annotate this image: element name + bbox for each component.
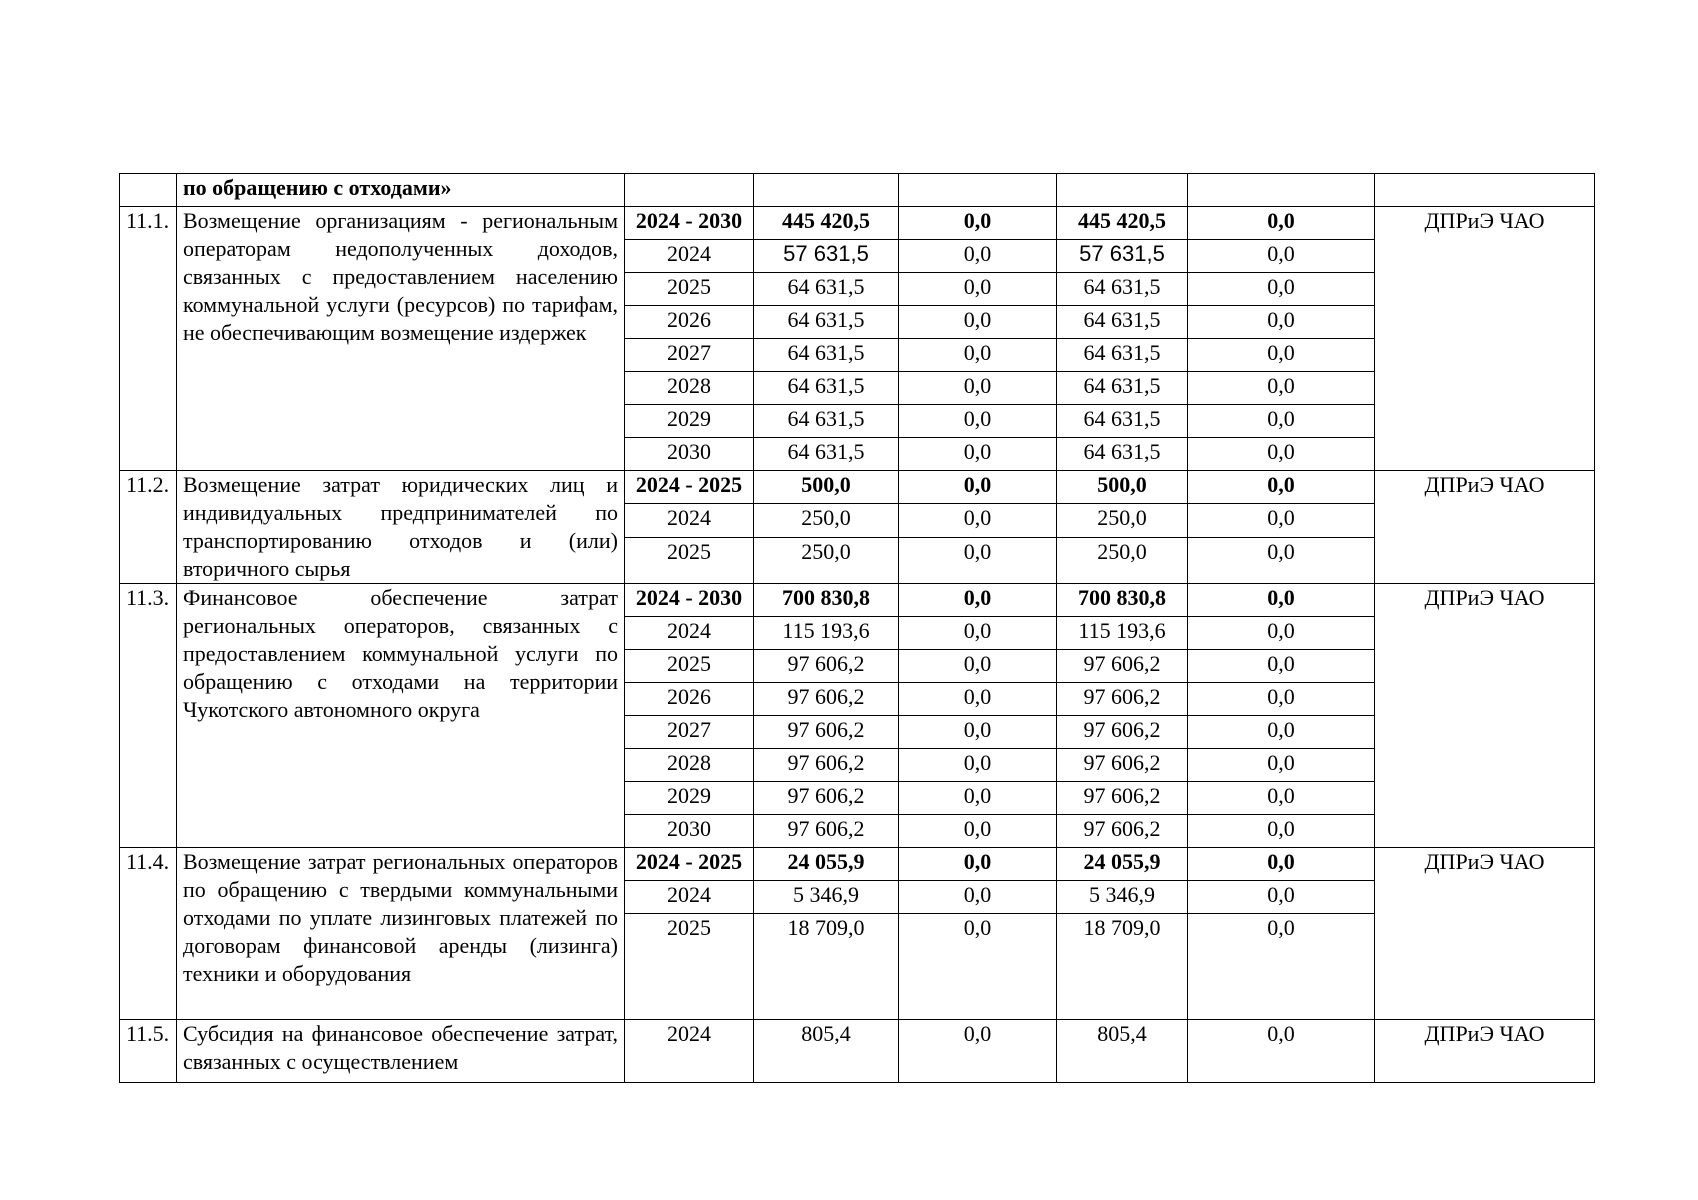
executor-cell <box>1375 174 1595 207</box>
period-cell: 2030 <box>625 815 754 848</box>
total-cell: 805,4 <box>754 1020 899 1083</box>
period-cell: 2024 <box>625 617 754 650</box>
other-sources-cell: 0,0 <box>1188 881 1375 914</box>
federal-budget-cell: 0,0 <box>899 848 1057 881</box>
regional-budget-cell: 57 631,5 <box>1057 240 1188 273</box>
federal-budget-cell: 0,0 <box>899 306 1057 339</box>
period-cell: 2027 <box>625 339 754 372</box>
total-cell: 97 606,2 <box>754 782 899 815</box>
number-cell <box>120 174 177 207</box>
total-cell: 64 631,5 <box>754 372 899 405</box>
regional-budget-cell: 97 606,2 <box>1057 716 1188 749</box>
federal-budget-cell: 0,0 <box>899 471 1057 504</box>
total-cell: 97 606,2 <box>754 716 899 749</box>
regional-budget-cell: 250,0 <box>1057 504 1188 537</box>
total-cell: 97 606,2 <box>754 815 899 848</box>
budget-table <box>119 173 1595 1083</box>
period-cell: 2029 <box>625 782 754 815</box>
period-cell: 2025 <box>625 537 754 583</box>
period-cell: 2024 <box>625 240 754 273</box>
federal-budget-cell: 0,0 <box>899 438 1057 471</box>
item-description: Возмещение затрат юридических лиц и индивидуальных предпринимателей по транспортированию отходов и (или) вторичного сырья <box>177 471 625 584</box>
federal-budget-cell: 0,0 <box>899 650 1057 683</box>
total-cell: 64 631,5 <box>754 306 899 339</box>
other-sources-cell: 0,0 <box>1188 749 1375 782</box>
period-cell: 2028 <box>625 749 754 782</box>
regional-budget-cell: 18 709,0 <box>1057 914 1188 1020</box>
period-cell: 2024 <box>625 1020 754 1083</box>
continuation-row <box>120 174 1595 207</box>
item-number: 11.1. <box>120 207 177 471</box>
period-cell: 2025 <box>625 650 754 683</box>
other-sources-cell: 0,0 <box>1188 782 1375 815</box>
period-cell: 2024 <box>625 504 754 537</box>
federal-budget-cell: 0,0 <box>899 537 1057 583</box>
federal-budget-cell: 0,0 <box>899 881 1057 914</box>
other-sources-cell: 0,0 <box>1188 471 1375 504</box>
federal-budget-cell: 0,0 <box>899 405 1057 438</box>
period-cell: 2025 <box>625 273 754 306</box>
other-sources-cell: 0,0 <box>1188 1020 1375 1083</box>
item-description: Субсидия на финансовое обеспечение затрат, связанных с осуществлением <box>177 1020 625 1083</box>
period-cell: 2026 <box>625 306 754 339</box>
other-sources-cell: 0,0 <box>1188 240 1375 273</box>
other-sources-cell: 0,0 <box>1188 306 1375 339</box>
regional-budget-cell: 97 606,2 <box>1057 683 1188 716</box>
total-cell: 500,0 <box>754 471 899 504</box>
other-sources-cell: 0,0 <box>1188 650 1375 683</box>
period-cell: 2024 <box>625 881 754 914</box>
federal-budget-cell: 0,0 <box>899 716 1057 749</box>
period-cell: 2030 <box>625 438 754 471</box>
other-sources-cell: 0,0 <box>1188 716 1375 749</box>
other-sources-cell: 0,0 <box>1188 405 1375 438</box>
total-cell: 700 830,8 <box>754 584 899 617</box>
federal-budget-cell: 0,0 <box>899 617 1057 650</box>
item-number: 11.5. <box>120 1020 177 1083</box>
federal-budget-cell: 0,0 <box>899 683 1057 716</box>
other-sources-cell: 0,0 <box>1188 207 1375 240</box>
other-sources-cell: 0,0 <box>1188 537 1375 583</box>
regional-budget-cell: 64 631,5 <box>1057 339 1188 372</box>
executor-cell: ДПРиЭ ЧАО <box>1375 471 1595 584</box>
total-cell: 57 631,5 <box>754 240 899 273</box>
total-cell: 24 055,9 <box>754 848 899 881</box>
regional-budget-cell: 97 606,2 <box>1057 749 1188 782</box>
regional-budget-cell: 500,0 <box>1057 471 1188 504</box>
federal-cell <box>899 174 1057 207</box>
total-cell: 5 346,9 <box>754 881 899 914</box>
regional-budget-cell: 64 631,5 <box>1057 306 1188 339</box>
other-sources-cell: 0,0 <box>1188 372 1375 405</box>
total-cell: 97 606,2 <box>754 650 899 683</box>
federal-budget-cell: 0,0 <box>899 240 1057 273</box>
executor-cell: ДПРиЭ ЧАО <box>1375 1020 1595 1083</box>
total-cell: 250,0 <box>754 537 899 583</box>
federal-budget-cell: 0,0 <box>899 914 1057 1020</box>
other-sources-cell: 0,0 <box>1188 339 1375 372</box>
other-sources-cell: 0,0 <box>1188 617 1375 650</box>
period-cell: 2024 - 2025 <box>625 848 754 881</box>
regional-budget-cell: 700 830,8 <box>1057 584 1188 617</box>
executor-cell: ДПРиЭ ЧАО <box>1375 848 1595 1020</box>
period-cell: 2025 <box>625 914 754 1020</box>
regional-budget-cell: 64 631,5 <box>1057 438 1188 471</box>
item-row <box>120 207 1595 240</box>
regional-budget-cell: 64 631,5 <box>1057 405 1188 438</box>
executor-cell: ДПРиЭ ЧАО <box>1375 207 1595 471</box>
regional-budget-cell: 805,4 <box>1057 1020 1188 1083</box>
executor-cell: ДПРиЭ ЧАО <box>1375 584 1595 848</box>
period-cell: 2028 <box>625 372 754 405</box>
other-sources-cell: 0,0 <box>1188 815 1375 848</box>
federal-budget-cell: 0,0 <box>899 1020 1057 1083</box>
federal-budget-cell: 0,0 <box>899 815 1057 848</box>
other-sources-cell: 0,0 <box>1188 273 1375 306</box>
item-row <box>120 848 1595 881</box>
item-number: 11.3. <box>120 584 177 848</box>
regional-budget-cell: 24 055,9 <box>1057 848 1188 881</box>
other-sources-cell: 0,0 <box>1188 683 1375 716</box>
period-cell: 2026 <box>625 683 754 716</box>
regional-budget-cell: 97 606,2 <box>1057 815 1188 848</box>
item-description: Возмещение затрат региональных операторов по обращению с твердыми коммунальными отходами по уплате лизинговых платежей по договорам финансовой аренды (лизинга) техники и оборудования <box>177 848 625 1020</box>
total-cell: 64 631,5 <box>754 339 899 372</box>
period-cell: 2024 - 2030 <box>625 207 754 240</box>
item-description: Финансовое обеспечение затрат региональных операторов, связанных с предоставлением коммунальной услуги по обращению с отходами на территории Чукотского автономного округа <box>177 584 625 848</box>
table-body <box>120 174 1595 1083</box>
regional-budget-cell: 97 606,2 <box>1057 650 1188 683</box>
item-description: Возмещение организациям - региональным операторам недополученных доходов, связанных с предоставлением населению коммунальной услуги (ресурсов) по тарифам, не обеспечивающим возмещение издержек <box>177 207 625 471</box>
other-sources-cell: 0,0 <box>1188 914 1375 1020</box>
regional-budget-cell: 115 193,6 <box>1057 617 1188 650</box>
federal-budget-cell: 0,0 <box>899 782 1057 815</box>
regional-cell <box>1057 174 1188 207</box>
total-cell: 445 420,5 <box>754 207 899 240</box>
federal-budget-cell: 0,0 <box>899 339 1057 372</box>
regional-budget-cell: 5 346,9 <box>1057 881 1188 914</box>
item-number: 11.2. <box>120 471 177 584</box>
item-row <box>120 584 1595 617</box>
item-number: 11.4. <box>120 848 177 1020</box>
other-sources-cell: 0,0 <box>1188 584 1375 617</box>
period-cell: 2029 <box>625 405 754 438</box>
other-sources-cell: 0,0 <box>1188 504 1375 537</box>
federal-budget-cell: 0,0 <box>899 584 1057 617</box>
period-cell: 2024 - 2030 <box>625 584 754 617</box>
total-cell: 97 606,2 <box>754 749 899 782</box>
federal-budget-cell: 0,0 <box>899 504 1057 537</box>
item-row <box>120 471 1595 504</box>
other-cell <box>1188 174 1375 207</box>
other-sources-cell: 0,0 <box>1188 438 1375 471</box>
total-cell: 64 631,5 <box>754 438 899 471</box>
period-cell: 2024 - 2025 <box>625 471 754 504</box>
period-cell: 2027 <box>625 716 754 749</box>
total-cell: 115 193,6 <box>754 617 899 650</box>
total-cell: 64 631,5 <box>754 405 899 438</box>
item-row <box>120 1020 1595 1083</box>
total-cell: 64 631,5 <box>754 273 899 306</box>
period-cell <box>625 174 754 207</box>
federal-budget-cell: 0,0 <box>899 273 1057 306</box>
regional-budget-cell: 250,0 <box>1057 537 1188 583</box>
total-cell: 97 606,2 <box>754 683 899 716</box>
total-cell: 18 709,0 <box>754 914 899 1020</box>
total-cell: 250,0 <box>754 504 899 537</box>
federal-budget-cell: 0,0 <box>899 207 1057 240</box>
federal-budget-cell: 0,0 <box>899 372 1057 405</box>
regional-budget-cell: 64 631,5 <box>1057 372 1188 405</box>
regional-budget-cell: 64 631,5 <box>1057 273 1188 306</box>
regional-budget-cell: 445 420,5 <box>1057 207 1188 240</box>
federal-budget-cell: 0,0 <box>899 749 1057 782</box>
continuation-text: по обращению с отходами» <box>177 174 625 207</box>
total-cell <box>754 174 899 207</box>
regional-budget-cell: 97 606,2 <box>1057 782 1188 815</box>
other-sources-cell: 0,0 <box>1188 848 1375 881</box>
